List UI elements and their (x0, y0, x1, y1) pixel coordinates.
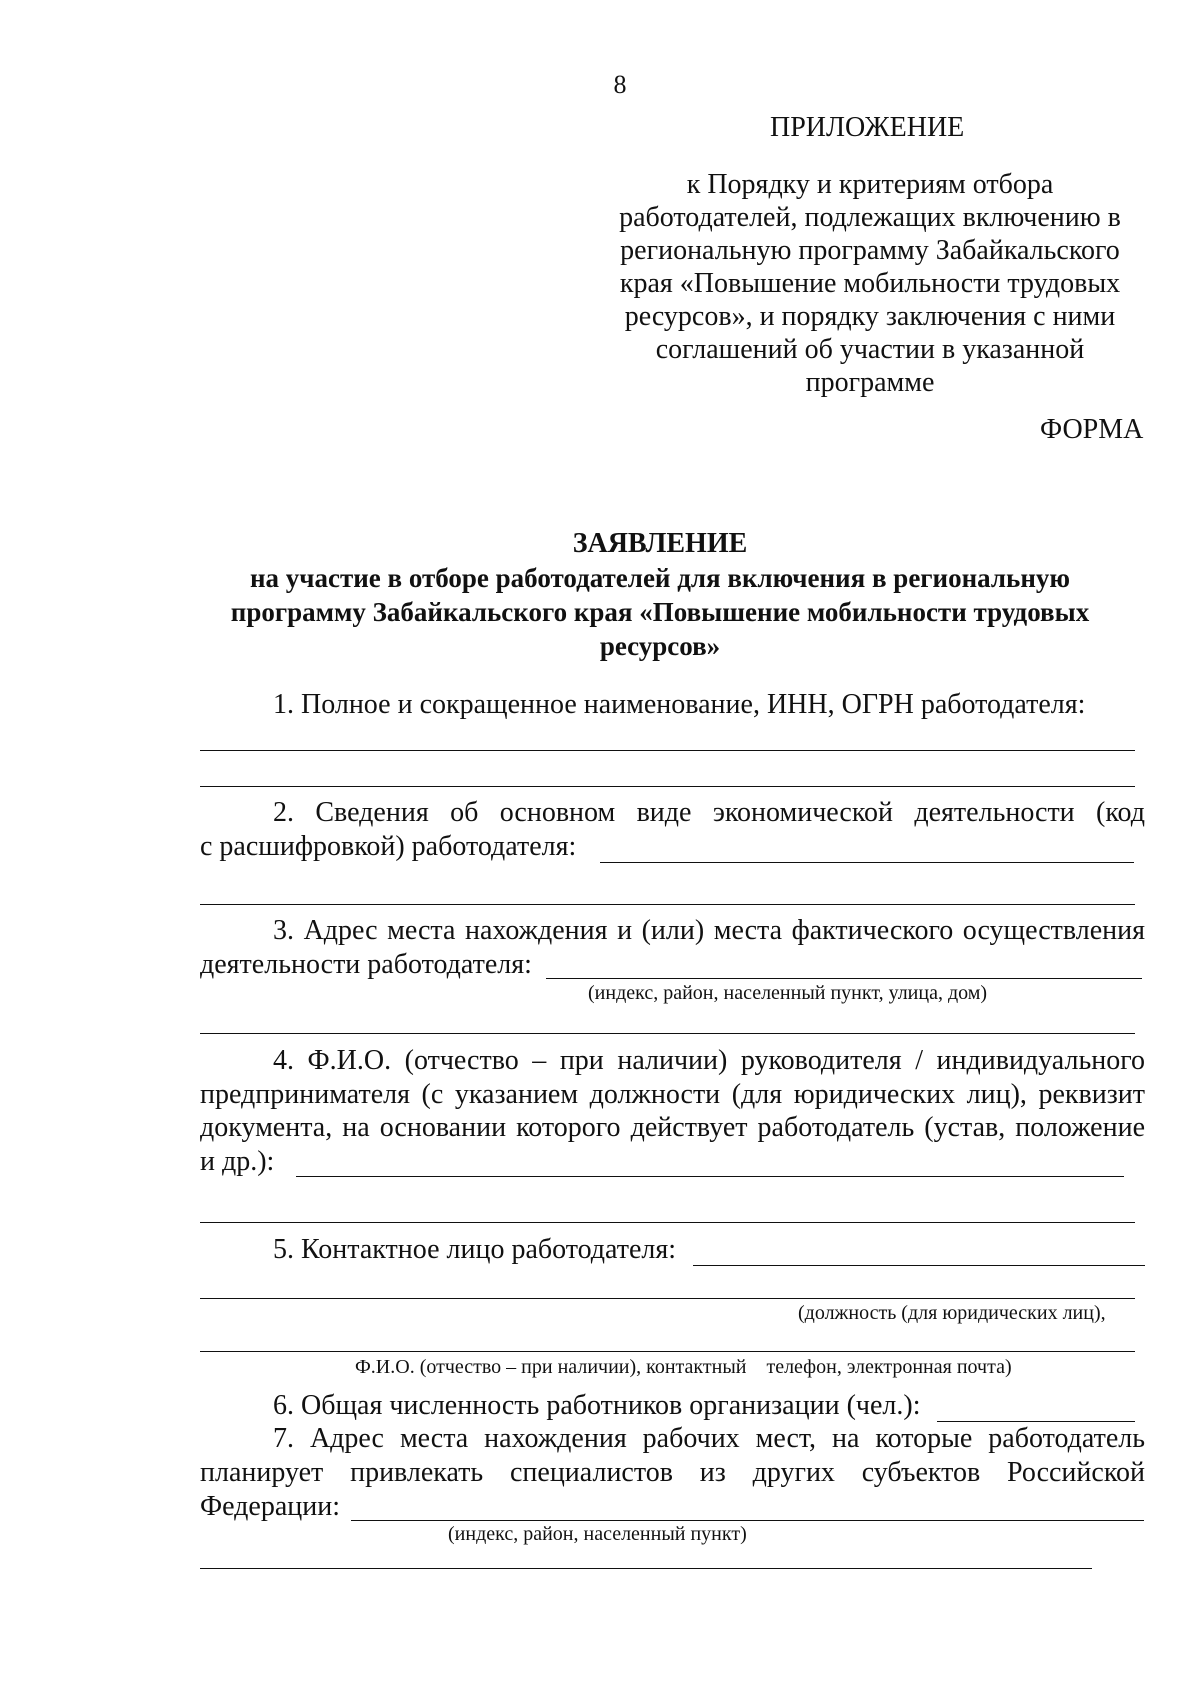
statement-subtitle-line: на участие в отборе работодателей для включения в региональную (249, 563, 1071, 593)
appendix-title: ПРИЛОЖЕНИЕ (770, 112, 965, 143)
item-5-hint-position: (должность (для юридических лиц), (798, 1302, 1106, 1324)
fill-line[interactable] (600, 862, 1134, 863)
fill-line[interactable] (200, 904, 1135, 905)
fill-line[interactable] (200, 1222, 1135, 1223)
appendix-line: края «Повышение мобильности трудовых (619, 268, 1121, 299)
appendix-line: к Порядку и критериям отбора (686, 169, 1054, 200)
item-5-hint-contacts: Ф.И.О. (отчество – при наличии), контактный телефон, электронная почта) (355, 1356, 1012, 1378)
item-2-line-2: с расшифровкой) работодателя: (200, 831, 577, 862)
fill-line[interactable] (200, 1351, 1135, 1352)
item-7-line-1: 7. Адрес места нахождения рабочих мест, на которые работодатель (273, 1423, 1145, 1454)
statement-subtitle-line: программу Забайкальского края «Повышение мобильности трудовых (230, 597, 1090, 627)
fill-line[interactable] (693, 1265, 1145, 1266)
statement-title-block (200, 527, 1120, 663)
item-6-label: 6. Общая численность работников организации (чел.): (273, 1390, 921, 1421)
fill-line[interactable] (200, 1568, 1092, 1569)
item-4-line-3: документа, на основании которого действует работодатель (устав, положение (200, 1112, 1145, 1143)
fill-line[interactable] (200, 1298, 1135, 1299)
appendix-line: работодателей, подлежащих включению в (619, 202, 1121, 233)
statement-title: ЗАЯВЛЕНИЕ (572, 528, 748, 559)
item-3-line-1: 3. Адрес места нахождения и (или) места фактического осуществления (273, 915, 1145, 946)
appendix-line: ресурсов», и порядку заключения с ними (624, 301, 1116, 332)
form-label: ФОРМА (1040, 414, 1144, 445)
item-4-line-4: и др.): (200, 1146, 275, 1177)
fill-line[interactable] (351, 1520, 1144, 1521)
item-7-line-2: планирует привлекать специалистов из других субъектов Российской (200, 1457, 1145, 1488)
item-4-line-1: 4. Ф.И.О. (отчество – при наличии) руководителя / индивидуального (273, 1045, 1145, 1076)
item-3-line-2: деятельности работодателя: (200, 949, 532, 980)
item-7-hint: (индекс, район, населенный пункт) (448, 1523, 747, 1545)
appendix-line: региональную программу Забайкальского (620, 235, 1120, 266)
appendix-line: соглашений об участии в указанной (655, 334, 1085, 365)
appendix-reference (600, 168, 1140, 399)
fill-line[interactable] (937, 1421, 1135, 1422)
item-3-hint: (индекс, район, населенный пункт, улица, дом) (588, 982, 988, 1004)
item-5-label: 5. Контактное лицо работодателя: (273, 1234, 677, 1265)
fill-line[interactable] (200, 750, 1135, 751)
appendix-line: программе (805, 367, 935, 398)
fill-line[interactable] (200, 1033, 1135, 1034)
fill-line[interactable] (200, 786, 1135, 787)
page-number: 8 (613, 70, 627, 99)
item-1-label: 1. Полное и сокращенное наименование, ИНН, ОГРН работодателя: (273, 689, 1086, 720)
statement-subtitle-line: ресурсов» (599, 631, 721, 661)
fill-line[interactable] (296, 1176, 1124, 1177)
item-7-line-3: Федерации: (200, 1491, 341, 1522)
fill-line[interactable] (546, 978, 1142, 979)
item-2-line-1: 2. Сведения об основном виде экономической деятельности (код (273, 797, 1145, 828)
item-4-line-2: предпринимателя (с указанием должности (для юридических лиц), реквизит (200, 1079, 1145, 1110)
